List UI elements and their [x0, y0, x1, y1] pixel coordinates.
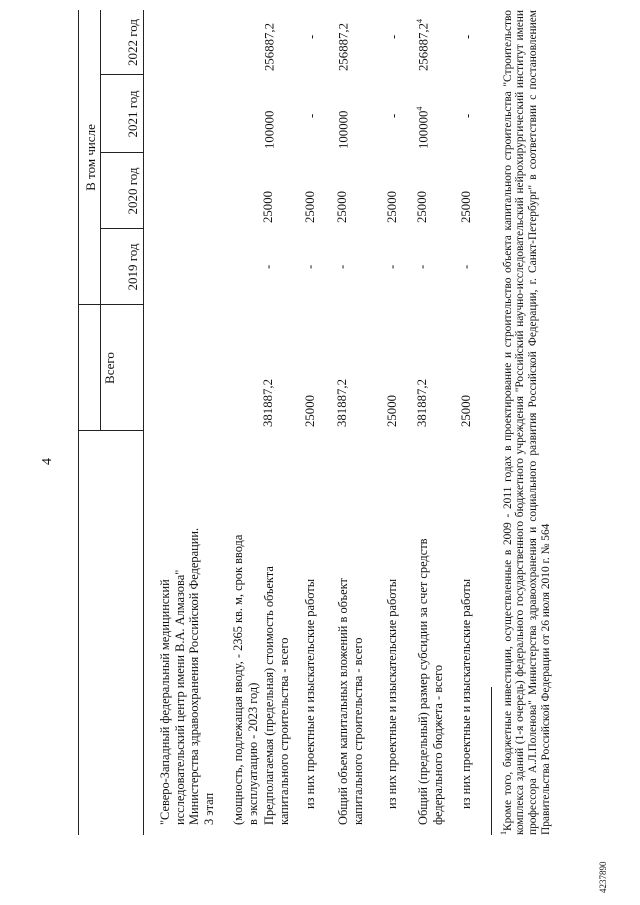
cell-total: 381887,2 [261, 379, 275, 427]
row-label-line: Общий объем капитальных вложений в объект [336, 578, 350, 825]
cell-2020: 25000 [335, 191, 349, 223]
cell-2021-value: - [304, 113, 319, 118]
cell-2021-value: 100000 [262, 110, 277, 149]
cell-2020: 25000 [415, 191, 429, 223]
row-label [303, 435, 318, 809]
cell-2022-value: 256887,2 [416, 23, 431, 71]
cell-2021-footnote: 4 [415, 106, 424, 111]
cell-2021 [303, 114, 319, 118]
cell-total: 25000 [385, 395, 399, 427]
cell-2021 [385, 114, 401, 118]
cell-2022-footnote: 4 [415, 19, 424, 23]
cell-2019: - [303, 264, 317, 269]
project-title-line: исследовательский центр имени В.А. Алмазова" [172, 569, 187, 825]
row-label-line: Предполагаемая (предельная) стоимость объекта [262, 566, 276, 825]
row-label-line: из них проектные и изыскательские работы [459, 578, 473, 809]
row-label-line: федерального бюджета - всего [430, 664, 445, 825]
cell-total: 25000 [459, 395, 473, 427]
cell-2022-value: - [304, 34, 319, 39]
cell-2021-value: 100000 [336, 110, 351, 149]
footnote-marker: 1 [499, 831, 508, 835]
row-label [385, 435, 400, 809]
cell-total: 381887,2 [335, 379, 349, 427]
header-year-2019: 2019 год [125, 243, 140, 291]
project-capacity-line: в эксплуатацию - 2023 год) [245, 682, 260, 825]
cell-2021 [459, 114, 475, 118]
cell-total: 381887,2 [415, 379, 429, 427]
project-title-line: "Северо-Западный федеральный медицинский [158, 579, 172, 825]
cell-2019: - [459, 264, 473, 269]
cell-2022-value: 256887,2 [336, 23, 351, 71]
project-capacity [231, 435, 260, 825]
row-label-line: капитального строительства - всего [350, 637, 365, 825]
header-year-2021: 2021 год [125, 90, 140, 138]
row-label [459, 435, 474, 809]
cell-2022-value: - [386, 34, 401, 39]
cell-2020: 25000 [261, 191, 275, 223]
cell-2022-value: - [460, 34, 475, 39]
cell-2022 [459, 35, 475, 39]
row-label [262, 435, 291, 825]
cell-2021-value: - [460, 113, 475, 118]
cell-2019: - [415, 264, 429, 269]
cell-2019: - [261, 264, 275, 269]
cell-2019: - [335, 264, 349, 269]
row-label-line: из них проектные и изыскательские работы [303, 578, 317, 809]
header-total: Всего [102, 352, 117, 384]
project-title [158, 435, 216, 825]
cell-2022 [335, 23, 351, 71]
table-top-rule [78, 10, 79, 835]
cell-2021 [261, 111, 277, 149]
header-year-2022: 2022 год [125, 19, 140, 66]
cell-total: 25000 [303, 395, 317, 427]
cell-2020: 25000 [385, 191, 399, 223]
cell-2022 [261, 23, 277, 71]
row-label-line: капитального строительства - всего [276, 637, 291, 825]
cell-2020: 25000 [459, 191, 473, 223]
footnote-separator [491, 687, 492, 835]
row-label [336, 435, 365, 825]
cell-2021-value: - [386, 113, 401, 118]
cell-2019: - [385, 264, 399, 269]
cell-2022 [415, 19, 431, 71]
footnote-text: Кроме того, бюджетные инвестиции, осуществленные в 2009 - 2011 годах в проектирование и строительство объекта капитального строительства "Строительство комплекса зданий (1-я очередь) федерального государственного бюджетного учреждения "Российский научно-исследовательский нейрохирургический институт имени профессора А.Л.Поленова" Министерства здравоохранения и социального развития Российской Федерации, г. Санкт-Петербург" в соответствии с постановлением Правительства Российской Федерации от 26 июля 2010 г. № 564 [501, 10, 552, 835]
cell-2022-value: 256887,2 [262, 23, 277, 71]
row-label [416, 435, 445, 825]
table-header-bottom-rule [143, 10, 144, 835]
cell-2022 [385, 35, 401, 39]
cell-2022 [303, 35, 319, 39]
cell-2021 [335, 111, 351, 149]
row-label-line: Общий (предельный) размер субсидии за счет средств [416, 538, 430, 825]
footnote [498, 10, 552, 835]
header-year-2020: 2020 год [125, 167, 140, 215]
page-number: 4 [40, 458, 55, 465]
cell-2021 [415, 107, 431, 149]
project-title-line: Министерства здравоохранения Российской Федерации. [187, 527, 201, 825]
cell-2020: 25000 [303, 191, 317, 223]
row-label-line: из них проектные и изыскательские работы [385, 578, 399, 809]
project-capacity-line: (мощность, подлежащая вводу, - 2365 кв. м, срок ввода [231, 534, 245, 825]
project-title-line: 3 этап [201, 792, 216, 825]
header-including: В том числе [83, 124, 98, 191]
cell-2021-value: 100000 [416, 110, 431, 149]
document-id: 4237890 [598, 861, 608, 893]
